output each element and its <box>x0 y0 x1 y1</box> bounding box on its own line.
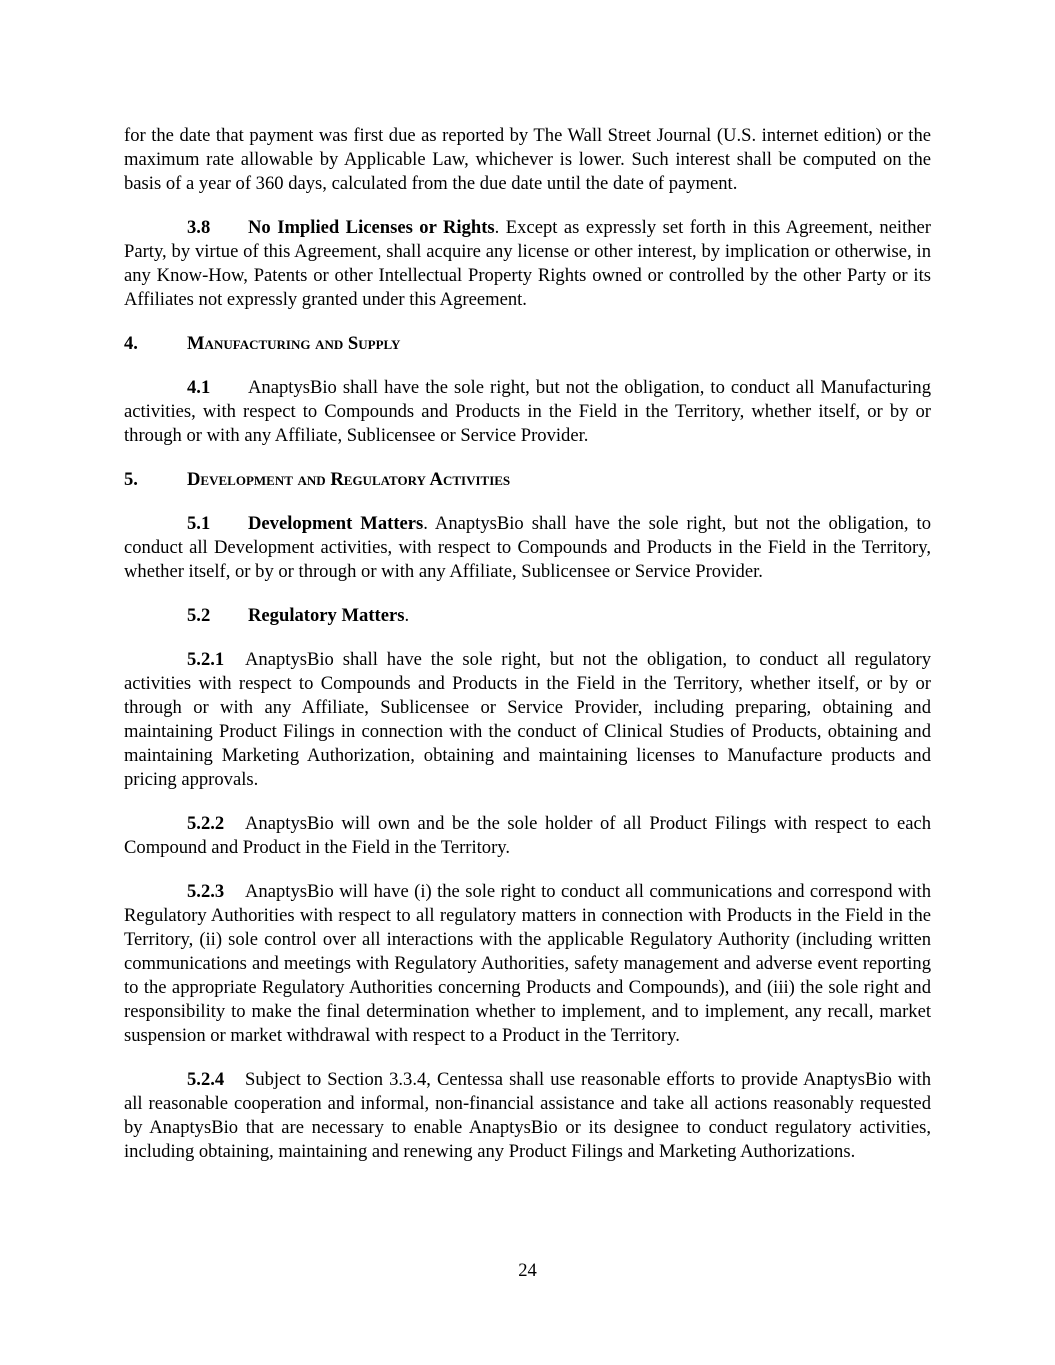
section-title: Regulatory Matters <box>248 605 405 626</box>
section-5-2-4 <box>124 1068 931 1164</box>
section-text: AnaptysBio shall have the sole right, but not the obligation, to conduct all Manufacturing activities, with respect to Compounds and Products in the Field in the Territory, whether itself, or by or through or with any Affiliate, Sublicensee or Service Provider. <box>124 377 931 446</box>
section-5-2 <box>124 604 931 628</box>
section-title: No Implied Licenses or Rights <box>248 217 495 238</box>
heading-title: Manufacturing and Supply <box>187 333 401 354</box>
section-text: AnaptysBio will have (i) the sole right to conduct all communications and correspond with Regulatory Authorities with respect to all regulatory matters in connection with Products in the Field in the Territory, (ii) sole control over all interactions with the applicable Regulatory Authority (including written communications and meetings with Regulatory Authorities, safety management and adverse event reporting to the appropriate Regulatory Authorities concerning Products and Compounds), and (iii) the sole right and responsibility to make the final determination whether to implement, and to implement, any recall, market suspension or market withdrawal with respect to a Product in the Territory. <box>124 881 931 1046</box>
section-text: AnaptysBio will own and be the sole holder of all Product Filings with respect to each Compound and Product in the Field in the Territory. <box>124 813 931 858</box>
document-page <box>124 124 931 1184</box>
section-5-1 <box>124 512 931 584</box>
paragraph-interest-continuation: for the date that payment was first due as reported by The Wall Street Journal (U.S. internet edition) or the maximum rate allowable by Applicable Law, whichever is lower. Such interest shall be computed on the basis of a year of 360 days, calculated from the due date until the date of payment. <box>124 125 931 194</box>
heading-number: 4. <box>124 333 138 354</box>
page-number: 24 <box>518 1260 537 1281</box>
section-5-2-3 <box>124 880 931 1048</box>
section-number: 5.2.3 <box>187 881 225 902</box>
heading-section-4 <box>124 332 931 356</box>
section-number: 4.1 <box>187 377 211 398</box>
section-number: 5.2 <box>187 605 211 626</box>
section-text: Subject to Section 3.3.4, Centessa shall use reasonable efforts to provide AnaptysBio with all reasonable cooperation and informal, non-financial assistance and take all actions reasonably requested by AnaptysBio that are necessary to enable AnaptysBio or its designee to conduct regulatory activities, including obtaining, maintaining and renewing any Product Filings and Marketing Authorizations. <box>124 1069 931 1162</box>
section-text: . Except as expressly set forth in this Agreement, neither Party, by virtue of this Agreement, shall acquire any license or other interest, by implication or otherwise, in any Know-How, Patents or other Intellectual Property Rights owned or controlled by the other Party or its Affiliates not expressly granted under this Agreement. <box>124 217 931 310</box>
heading-section-5 <box>124 468 931 492</box>
section-5-2-2 <box>124 812 931 860</box>
section-3-8 <box>124 216 931 312</box>
section-number: 5.2.2 <box>187 813 225 834</box>
section-4-1 <box>124 376 931 448</box>
section-text: AnaptysBio shall have the sole right, but not the obligation, to conduct all regulatory activities with respect to Compounds and Products in the Field in the Territory, whether itself, or by or through or with any Affiliate, Sublicensee or Service Provider, including preparing, obtaining and maintaining Product Filings in connection with the conduct of Clinical Studies of Products, obtaining and maintaining Marketing Authorization, obtaining and maintaining licenses to Manufacture products and pricing approvals. <box>124 649 931 790</box>
heading-title: Development and Regulatory Activities <box>187 469 511 490</box>
section-text: . <box>404 605 410 626</box>
section-5-2-1 <box>124 648 931 792</box>
section-text: . AnaptysBio shall have the sole right, but not the obligation, to conduct all Development activities, with respect to Compounds and Products in the Field in the Territory, whether itself, or by or through or with any Affiliate, Sublicensee or Service Provider. <box>124 513 931 582</box>
section-number: 5.1 <box>187 513 211 534</box>
section-number: 5.2.1 <box>187 649 225 670</box>
section-number: 3.8 <box>187 217 211 238</box>
section-number: 5.2.4 <box>187 1069 225 1090</box>
section-title: Development Matters <box>248 513 424 534</box>
heading-number: 5. <box>124 469 138 490</box>
